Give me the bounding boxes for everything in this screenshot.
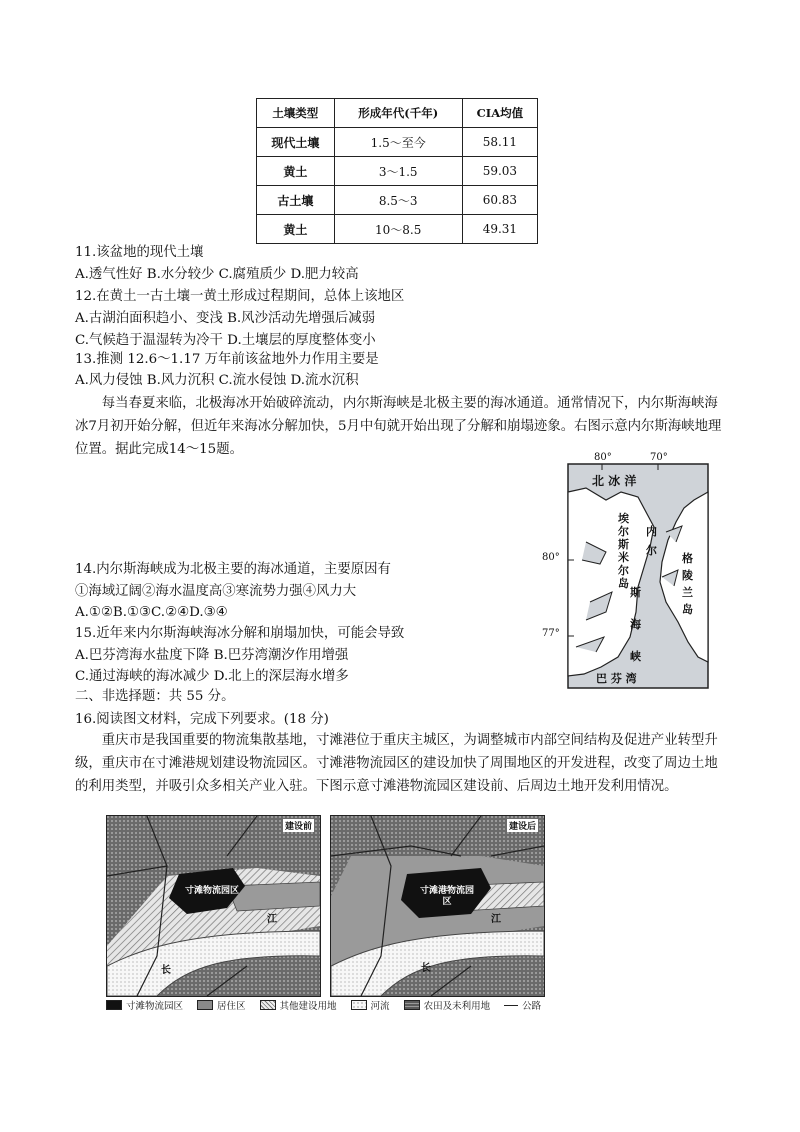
table-header: 土壤类型 <box>257 99 335 128</box>
legend-label: 农田及未利用地 <box>423 1001 491 1012</box>
greenland-char: 岛 <box>682 603 693 616</box>
table-cell: 古土壤 <box>257 186 335 215</box>
legend-label: 公路 <box>522 1001 542 1012</box>
soil-table <box>256 98 538 244</box>
greenland-label <box>682 550 693 618</box>
legend-label: 居住区 <box>217 1001 246 1012</box>
table-cell: 59.03 <box>462 157 537 186</box>
nares-char: 尔 <box>646 544 657 557</box>
q14-stem: 14.内尔斯海峡成为北极主要的海冰通道，主要原因有 <box>75 562 391 577</box>
table-cell: 49.31 <box>462 215 537 244</box>
legend-swatch-road <box>504 1005 518 1006</box>
figure-before <box>106 815 321 997</box>
q14-options: A.①②B.①③C.②④D.③④ <box>75 605 228 620</box>
table-cell: 3～1.5 <box>334 157 462 186</box>
q12-stem: 12.在黄土一古土壤一黄土形成过程期间，总体上该地区 <box>75 289 405 304</box>
figure-after-tag: 建设后 <box>507 819 538 832</box>
figure-before-tag: 建设前 <box>283 819 314 832</box>
lat-77-label: 77° <box>542 628 560 639</box>
lon-70-label: 70° <box>650 452 668 463</box>
park-label-after: 寸滩港物流园区 <box>419 886 474 907</box>
baffin-bay-label: 巴 芬 湾 <box>596 672 637 685</box>
table-cell: 1.5～至今 <box>334 128 462 157</box>
figure-legend <box>106 998 541 1012</box>
table-cell: 10～8.5 <box>334 215 462 244</box>
table-cell: 58.11 <box>462 128 537 157</box>
table-cell: 黄土 <box>257 157 335 186</box>
section-two-heading: 二、非选择题：共 55 分。 <box>75 689 235 704</box>
figure-before-svg <box>107 816 320 996</box>
table-row <box>257 157 538 186</box>
greenland-char: 格 <box>682 552 693 565</box>
table-row <box>257 128 538 157</box>
figure-after <box>330 815 545 997</box>
table-cell: 60.83 <box>462 186 537 215</box>
nares-strait-label <box>646 522 657 560</box>
nares-strait-label-lower <box>630 582 641 668</box>
q16-paragraph: 重庆市是我国重要的物流集散基地，寸滩港位于重庆主城区，为调整城市内部空间结构及促进产业转型升级，重庆市在寸滩港规划建设物流园区。寸滩港物流园区的建设加快了周围地区的开发进程，改变了周边土地的利用类型，并吸引众多相关产业入驻。下图示意寸滩港物流园区建设前、后周边土地开发利用情况。 <box>75 733 718 794</box>
q11-stem: 11.该盆地的现代土壤 <box>75 245 204 260</box>
legend-swatch-residential <box>197 1000 213 1010</box>
greenland-char: 陵 <box>682 569 693 582</box>
arctic-ocean-label: 北 冰 洋 <box>592 474 637 488</box>
river-label-after-2: 江 <box>491 914 501 925</box>
legend-swatch-river <box>351 1000 367 1010</box>
nares-strait-map <box>542 452 712 692</box>
table-cell: 黄土 <box>257 215 335 244</box>
greenland-char: 兰 <box>682 586 693 599</box>
q13-stem: 13.推测 12.6～1.17 万年前该盆地外力作用主要是 <box>75 352 379 367</box>
legend-swatch-park <box>106 1000 122 1010</box>
nares-char: 海 <box>630 618 641 631</box>
q12-options-1: A.古湖泊面积趋小、变浅 B.风沙活动先增强后减弱 <box>75 311 376 326</box>
nares-char: 内 <box>646 525 657 538</box>
legend-label: 河流 <box>370 1001 390 1012</box>
river-label-before: 长 <box>161 965 171 976</box>
table-cell: 现代土壤 <box>257 128 335 157</box>
lat-80-label: 80° <box>542 552 560 563</box>
table-row <box>257 215 538 244</box>
q11-options: A.透气性好 B.水分较少 C.腐殖质少 D.肥力较高 <box>75 267 359 282</box>
q14-choices: ①海域辽阔②海水温度高③寒流势力强④风力大 <box>75 584 357 599</box>
lon-80-label: 80° <box>594 452 612 463</box>
q12-options-2: C.气候趋于温湿转为冷干 D.土壤层的厚度整体变小 <box>75 333 376 348</box>
q15-stem: 15.近年来内尔斯海峡海冰分解和崩塌加快，可能会导致 <box>75 626 405 641</box>
river-label-before-2: 江 <box>267 914 277 925</box>
nares-char: 峡 <box>630 650 641 663</box>
nares-char: 斯 <box>630 586 641 599</box>
table-header-row <box>257 99 538 128</box>
ellesmere-island-label: 埃尔斯米尔岛 <box>618 512 629 590</box>
table-cell: 8.5～3 <box>334 186 462 215</box>
q15-options-2: C.通过海峡的海冰减少 D.北上的深层海水增多 <box>75 669 349 684</box>
park-label-before: 寸滩物流园区 <box>185 886 240 896</box>
table-header: 形成年代(千年) <box>334 99 462 128</box>
table-row <box>257 186 538 215</box>
river-label-after: 长 <box>421 963 431 974</box>
q15-options-1: A.巴芬湾海水盐度下降 B.巴芬湾潮汐作用增强 <box>75 648 349 663</box>
q16-stem: 16.阅读图文材料，完成下列要求。(18 分) <box>75 712 329 727</box>
legend-swatch-other-construction <box>260 1000 276 1010</box>
table-header: CIA均值 <box>462 99 537 128</box>
legend-swatch-farmland <box>404 1000 420 1010</box>
legend-label: 寸滩物流园区 <box>126 1001 184 1012</box>
q13-options: A.风力侵蚀 B.风力沉积 C.流水侵蚀 D.流水沉积 <box>75 373 359 388</box>
legend-label: 其他建设用地 <box>279 1001 337 1012</box>
intro-paragraph: 每当春夏来临，北极海冰开始破碎流动，内尔斯海峡是北极主要的海冰通道。通常情况下，内尔斯海峡海冰7月初开始分解，但近年来海冰分解加快，5月中旬就开始出现了分解和崩塌迹象。右图示意内尔斯海峡地理位置。据此完成14～15题。 <box>75 396 722 457</box>
